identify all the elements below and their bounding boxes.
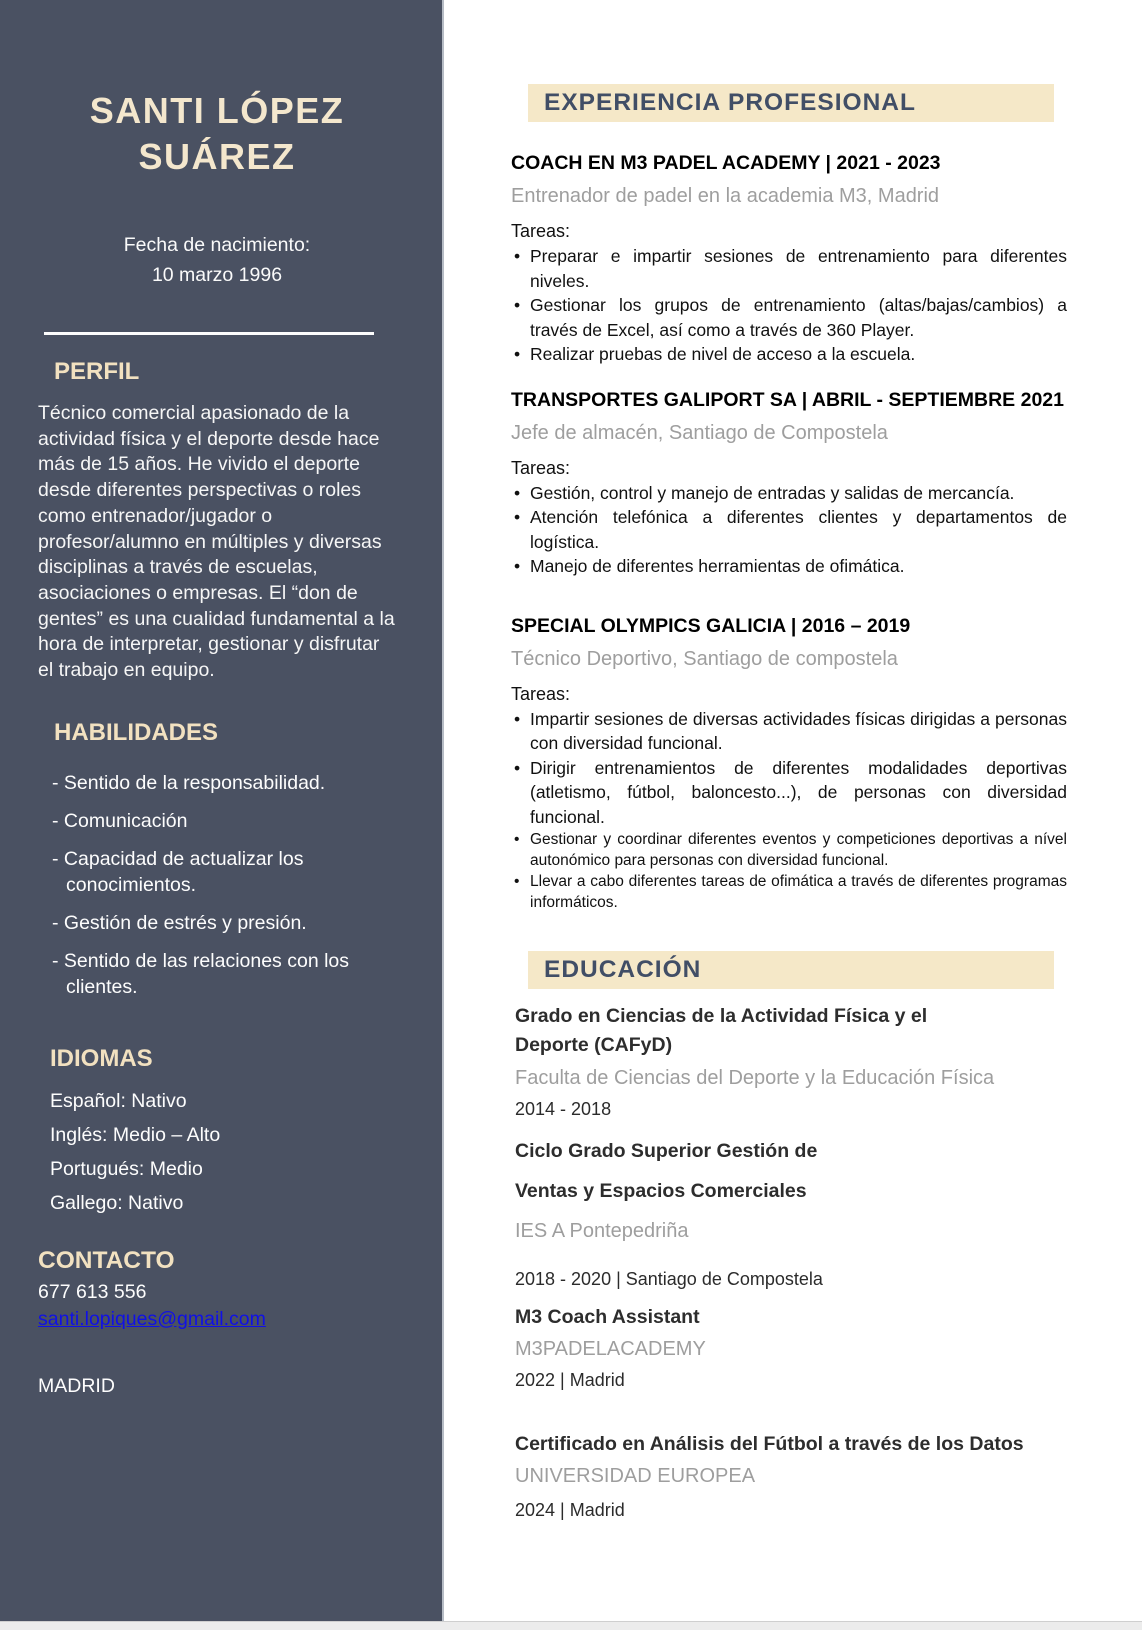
job-subtitle: Entrenador de padel en la academia M3, Madrid <box>511 185 940 207</box>
job-title: TRANSPORTES GALIPORT SA | ABRIL - SEPTIEMBRE 2021 <box>511 388 1064 411</box>
languages-list <box>50 1088 396 1216</box>
page-bottom-strip <box>0 1621 1142 1630</box>
habilidades-heading: HABILIDADES <box>54 718 219 746</box>
education-title: Certificado en Análisis del Fútbol a través de los Datos <box>515 1433 1024 1455</box>
birth-info <box>38 230 396 290</box>
tasks-list <box>511 481 1067 579</box>
task-item: • Gestionar los grupos de entrenamiento (altas/bajas/cambios) a través de Excel, así como a través de 360 Player. <box>511 293 1067 342</box>
phone-number: 677 613 556 <box>38 1280 147 1303</box>
tasks-label: Tareas: <box>511 457 571 478</box>
city: MADRID <box>38 1374 115 1397</box>
job-entry-coach-m3 <box>511 148 1142 367</box>
job-subtitle: Jefe de almacén, Santiago de Compostela <box>511 421 888 444</box>
education-title-line: Ciclo Grado Superior Gestión de <box>515 1140 818 1162</box>
task-item: • Preparar e impartir sesiones de entrenamiento para diferentes niveles. <box>511 244 1067 293</box>
job-subtitle: Técnico Deportivo, Santiago de compostela <box>511 647 898 670</box>
skills-list <box>52 770 396 1000</box>
task-item: • Impartir sesiones de diversas actividades físicas dirigidas a personas con diversidad funcional. <box>511 707 1067 756</box>
language-item: Gallego: Nativo <box>50 1191 184 1214</box>
tasks-label: Tareas: <box>511 683 571 704</box>
task-item: • Manejo de diferentes herramientas de ofimática. <box>511 554 1067 579</box>
idiomas-heading: IDIOMAS <box>50 1044 153 1072</box>
language-item: Inglés: Medio – Alto <box>50 1123 221 1146</box>
sidebar-divider <box>44 332 374 335</box>
education-date: 2024 | Madrid <box>515 1500 625 1520</box>
education-title-line: Ventas y Espacios Comerciales <box>515 1180 807 1202</box>
contacto-heading: CONTACTO <box>38 1246 175 1274</box>
main-content <box>446 0 1142 1622</box>
job-title: SPECIAL OLYMPICS GALICIA | 2016 – 2019 <box>511 614 911 637</box>
education-entry-cafyd <box>511 1002 1081 1121</box>
language-item: Español: Nativo <box>50 1089 187 1112</box>
experience-section-header: EXPERIENCIA PROFESIONAL <box>528 84 1054 122</box>
education-subtitle: UNIVERSIDAD EUROPEA <box>515 1465 756 1487</box>
education-date: 2014 - 2018 <box>515 1099 612 1119</box>
skill-item: - Sentido de las relaciones con los clientes. <box>52 948 396 1000</box>
education-entry-ciclo-superior <box>511 1131 1081 1291</box>
education-subtitle: M3PADELACADEMY <box>515 1338 706 1360</box>
education-entry-m3-coach-assistant <box>511 1303 1081 1392</box>
education-title: Grado en Ciencias de la Actividad Física y el Deporte (CAFyD) <box>515 1005 928 1056</box>
skill-item: - Sentido de la responsabilidad. <box>52 770 396 796</box>
skill-item: - Gestión de estrés y presión. <box>52 910 396 936</box>
tasks-label: Tareas: <box>511 221 571 241</box>
education-entry-certificado-futbol <box>511 1430 1081 1522</box>
perfil-text: Técnico comercial apasionado de la actividad física y el deporte desde hace más de 15 años. He vivido el deporte desde diferentes perspectivas o roles como entrenador/jugador o profesor/alumno en múltiples y diversas disciplinas a través de escuelas, asociaciones o empresas. El “don de gentes” es una cualidad fundamental a la hora de interpretar, gestionar y disfrutar el trabajo en equipo. <box>38 402 395 682</box>
tasks-list <box>511 707 1067 914</box>
candidate-name: SANTI LÓPEZ SUÁREZ <box>89 90 345 177</box>
education-section-header: EDUCACIÓN <box>528 951 1054 989</box>
job-entry-transportes-galiport <box>511 385 1142 579</box>
sidebar <box>0 0 444 1622</box>
email-link[interactable]: santi.lopiques@gmail.com <box>38 1307 266 1330</box>
task-item: • Llevar a cabo diferentes tareas de ofimática a través de diferentes programas informáticos. <box>511 871 1067 913</box>
education-subtitle: Faculta de Ciencias del Deporte y la Educación Física <box>515 1067 995 1089</box>
task-item: • Dirigir entrenamientos de diferentes modalidades deportivas (atletismo, fútbol, baloncesto...), de personas con diversidad funcional. <box>511 756 1067 830</box>
task-item: • Realizar pruebas de nivel de acceso a la escuela. <box>511 342 1067 367</box>
education-date: 2018 - 2020 | Santiago de Compostela <box>515 1269 823 1289</box>
birth-date: 10 marzo 1996 <box>151 264 283 286</box>
birth-label: Fecha de nacimiento: <box>123 234 311 256</box>
education-subtitle: IES A Pontepedriña <box>515 1220 689 1242</box>
tasks-list <box>511 244 1067 367</box>
education-date: 2022 | Madrid <box>515 1370 625 1390</box>
task-item: • Gestión, control y manejo de entradas y salidas de mercancía. <box>511 481 1067 506</box>
task-item: • Atención telefónica a diferentes clientes y departamentos de logística. <box>511 505 1067 554</box>
skill-item: - Capacidad de actualizar los conocimientos. <box>52 846 396 898</box>
job-entry-special-olympics <box>511 611 1142 914</box>
perfil-heading: PERFIL <box>54 358 140 385</box>
skill-item: - Comunicación <box>52 808 396 834</box>
education-title: M3 Coach Assistant <box>515 1306 700 1328</box>
education-title <box>515 1131 1081 1211</box>
job-title: COACH EN M3 PADEL ACADEMY | 2021 - 2023 <box>511 152 941 174</box>
task-item: • Gestionar y coordinar diferentes eventos y competiciones deportivas a nível autonómico para personas con diversidad funcional. <box>511 829 1067 871</box>
language-item: Portugués: Medio <box>50 1157 203 1180</box>
